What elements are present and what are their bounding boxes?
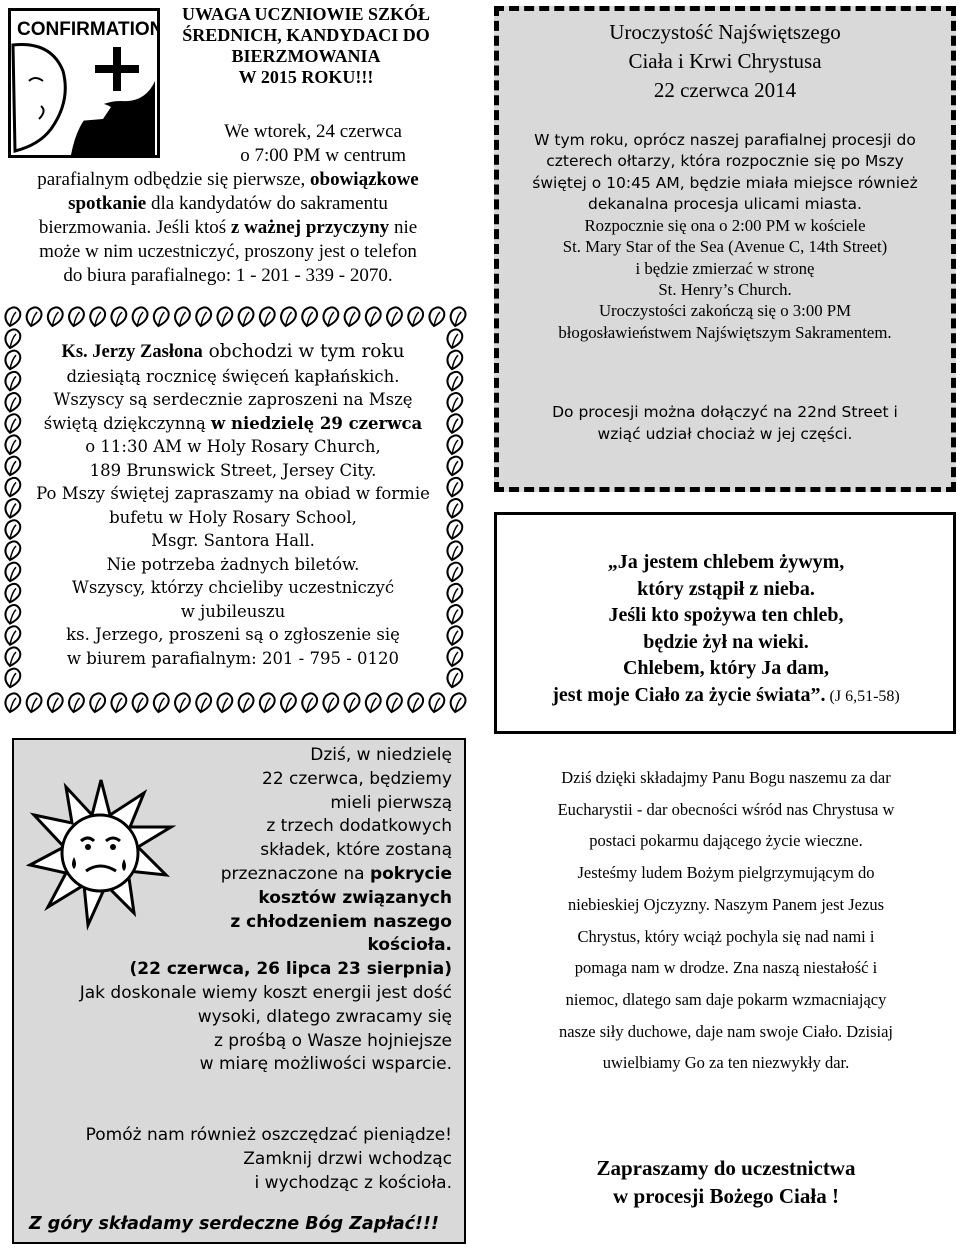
jubilee-line: 189 Brunswick Street, Jersey City. <box>89 460 377 480</box>
leaf-icon <box>5 499 20 518</box>
collection-line: z prośbą o Wasze hojniejsze <box>213 1030 452 1051</box>
leaf-icon <box>447 393 462 412</box>
quote-reference: (J 6,51-58) <box>825 687 900 705</box>
leaf-icon <box>447 435 462 454</box>
collection-line: w miarę możliwości wsparcie. <box>199 1054 452 1075</box>
priest-name: Ks. Jerzy Zasłona <box>61 342 203 362</box>
body-line: We wtorek, 24 czerwca <box>224 121 402 142</box>
jubilee-line: Msgr. Santora Hall. <box>151 531 315 550</box>
jubilee-line: w biurem parafialnym: 201 - 795 - 0120 <box>66 648 400 668</box>
leaf-icon <box>5 351 20 370</box>
body-line <box>14 168 442 192</box>
collection-line: Pomóż nam również oszczędzać pieniądze! <box>85 1125 452 1145</box>
jubilee-line: w jubileuszu <box>180 601 286 621</box>
body-line: Uroczystości zakończą się o 3:00 PM <box>598 301 852 321</box>
collection-announcement <box>20 744 452 1077</box>
leaf-icon <box>323 693 338 712</box>
body-line: i będzie zmierzać w stronę <box>635 258 815 278</box>
body-line: Rozpocznie się ona o 2:00 PM w kościele <box>584 216 866 236</box>
leaf-icon <box>387 307 402 326</box>
leaf-icon <box>196 693 211 712</box>
body-line <box>14 216 442 240</box>
text-fragment: bierzmowania. Jeśli ktoś <box>38 217 231 238</box>
leaf-icon <box>5 584 20 603</box>
leaf-icon <box>447 372 462 391</box>
leaf-icon <box>27 693 42 712</box>
jubilee-announcement <box>26 340 440 670</box>
jubilee-line: bufetu w Holy Rosary School, <box>109 507 357 527</box>
collection-energy-note <box>20 1124 452 1195</box>
leaf-icon <box>69 693 84 712</box>
note-line: wziąć udział chociaż w jej części. <box>597 424 853 443</box>
leaf-icon <box>5 435 20 454</box>
heading-line: W 2015 ROKU!!! <box>238 67 374 87</box>
reflection-line: postaci pokarmu dającego życie wieczne. <box>589 831 863 851</box>
jubilee-line: Wszyscy, którzy chcieliby uczestniczyć <box>71 578 395 597</box>
collection-line: 22 czerwca, będziemy <box>262 768 452 789</box>
leaf-icon <box>5 372 20 391</box>
leaf-icon <box>69 307 84 326</box>
leaf-icon <box>48 307 63 326</box>
collection-line: kościoła. <box>367 935 452 956</box>
body-line: świętej o 10:45 AM, będzie miała miejsce również <box>532 173 918 192</box>
leaf-icon <box>408 693 423 712</box>
leaf-icon <box>429 693 444 712</box>
reflection-line: Chrystus, który wciąż pochyla się nad nami i <box>577 926 875 946</box>
collection-line: mieli pierwszą <box>330 792 452 813</box>
collection-line: wysoki, dlatego zwracamy się <box>197 1006 452 1027</box>
body-line: dekanalna procesja ulicami miasta. <box>588 194 862 213</box>
reflection-line: Jesteśmy ludem Bożym pielgrzymującym do <box>577 863 875 883</box>
scripture-quote <box>500 549 952 710</box>
leaf-icon <box>5 329 20 348</box>
collection-line: Dziś, w niedzielę <box>310 745 452 765</box>
leaf-icon <box>366 307 381 326</box>
leaf-icon <box>133 693 148 712</box>
text-fragment: dla kandydatów do sakramentu <box>146 193 388 214</box>
jubilee-line <box>26 412 440 436</box>
note-line: Do procesji można dołączyć na 22nd Street i <box>552 403 898 421</box>
bold-fragment: w niedzielę 29 czerwca <box>211 413 423 433</box>
text-fragment: przeznaczone na <box>220 863 370 884</box>
collection-line: składek, które zostaną <box>260 840 452 861</box>
leaf-icon <box>5 626 20 645</box>
leaf-icon <box>345 693 360 712</box>
bold-fragment: obowiązkowe <box>310 169 419 190</box>
leaf-icon <box>447 605 462 624</box>
invite-line: w procesji Bożego Ciała ! <box>613 1184 839 1208</box>
leaf-icon <box>451 307 466 326</box>
text-fragment: obchodzi w tym roku <box>202 341 405 362</box>
bold-fragment: z ważnej przyczyny <box>230 217 390 238</box>
corpus-christi-note <box>510 402 940 445</box>
quote-line: Chlebem, który Ja dam, <box>622 657 830 679</box>
leaf-icon <box>447 541 462 560</box>
leaf-icon <box>345 307 360 326</box>
leaf-icon <box>5 414 20 433</box>
leaf-icon <box>260 307 275 326</box>
leaf-icon <box>90 693 105 712</box>
body-line: St. Henry’s Church. <box>658 280 792 300</box>
leaf-icon <box>260 693 275 712</box>
leaf-icon <box>281 693 296 712</box>
body-line: do biura parafialnego: 1 - 201 - 339 - 2070. <box>63 265 393 286</box>
collection-line: Zamknij drzwi wchodząc <box>243 1148 452 1169</box>
leaf-icon <box>447 647 462 666</box>
leaf-icon <box>447 584 462 603</box>
leaf-icon <box>133 307 148 326</box>
leaf-icon <box>5 605 20 624</box>
leaf-icon <box>5 693 20 712</box>
leaf-icon <box>5 393 20 412</box>
collection-line: Jak doskonale wiemy koszt energii jest dość <box>79 982 452 1003</box>
leaf-icon <box>154 693 169 712</box>
heading-line: BIERZMOWANIA <box>231 46 381 66</box>
leaf-icon <box>447 499 462 518</box>
collection-thanks: Z góry składamy serdeczne Bóg Zapłać!!! <box>29 1214 439 1234</box>
body-line: W tym roku, oprócz naszej parafialnej procesji do <box>534 131 916 149</box>
leaf-icon <box>451 693 466 712</box>
reflection-line: nasze siły duchowe, daje nam swoje Ciało. Dzisiaj <box>558 1021 894 1041</box>
collection-line: kosztów związanych <box>258 887 452 908</box>
leaf-icon <box>447 414 462 433</box>
heading-line: UWAGA UCZNIOWIE SZKÓŁ <box>181 4 431 24</box>
jubilee-line: Nie potrzeba żadnych biletów. <box>106 554 360 574</box>
leaf-icon <box>447 457 462 476</box>
leaf-icon <box>281 307 296 326</box>
body-line <box>14 192 442 216</box>
leaf-icon <box>5 457 20 476</box>
leaf-icon <box>447 563 462 582</box>
leaf-icon <box>387 693 402 712</box>
collection-line: z trzech dodatkowych <box>266 816 452 837</box>
jubilee-line: ks. Jerzego, proszeni są o zgłoszenie się <box>66 625 400 644</box>
text-fragment: nie <box>389 217 418 238</box>
corpus-christi-body <box>502 130 948 343</box>
body-line: o 7:00 PM w centrum <box>240 145 406 166</box>
leaf-icon <box>302 693 317 712</box>
confirmation-heading <box>170 4 442 88</box>
leaf-icon <box>239 693 254 712</box>
leaf-icon <box>175 693 190 712</box>
quote-line: który zstąpił z nieba. <box>637 577 815 600</box>
invite-line: Zapraszamy do uczestnictwa <box>596 1156 856 1180</box>
leaf-icon <box>408 307 423 326</box>
body-line: czterech ołtarzy, która rozpocznie się po Mszy <box>546 152 904 171</box>
confirmation-announcement <box>14 120 442 288</box>
title-line: Uroczystość Najświętszego <box>609 20 841 44</box>
quote-line <box>500 682 952 711</box>
leaf-icon <box>447 626 462 645</box>
leaf-icon <box>5 541 20 560</box>
leaf-icon <box>196 307 211 326</box>
body-line: St. Mary Star of the Sea (Avenue C, 14th Street) <box>562 237 888 257</box>
reflection-line: uwielbiamy Go za ten niezwykły dar. <box>602 1053 850 1073</box>
body-line: może w nim uczestniczyć, proszony jest o telefon <box>39 241 417 262</box>
leaf-icon <box>447 478 462 497</box>
reflection-line: Dziś dzięki składajmy Panu Bogu naszemu za dar <box>561 768 891 787</box>
leaf-icon <box>239 307 254 326</box>
collection-line <box>20 863 452 887</box>
leaf-icon <box>323 307 338 326</box>
leaf-icon <box>429 307 444 326</box>
leaf-icon <box>111 693 126 712</box>
collection-line: (22 czerwca, 26 lipca 23 sierpnia) <box>129 959 452 980</box>
corpus-christi-title <box>500 18 950 105</box>
leaf-icon <box>217 307 232 326</box>
leaf-icon <box>366 693 381 712</box>
leaf-icon <box>447 669 462 688</box>
leaf-icon <box>447 329 462 348</box>
title-line: 22 czerwca 2014 <box>653 78 797 102</box>
jubilee-line <box>26 340 440 365</box>
reflection-line: Eucharystii - dar obecności wśród nas Chrystusa w <box>557 799 895 819</box>
reflection-line: niebieskiej Ojczyzny. Naszym Panem jest Jezus <box>567 894 884 914</box>
leaf-icon <box>175 307 190 326</box>
leaf-icon <box>447 520 462 539</box>
eucharist-reflection <box>498 762 954 1079</box>
leaf-icon <box>111 307 126 326</box>
leaf-icon <box>302 307 317 326</box>
leaf-icon <box>5 563 20 582</box>
quote-line: Jeśli kto spożywa ten chleb, <box>608 604 844 626</box>
leaf-icon <box>447 351 462 370</box>
body-line: błogosławieństwem Najświętszym Sakramentem. <box>558 322 892 342</box>
jubilee-line: dziesiątą rocznicę święceń kapłańskich. <box>66 366 400 386</box>
reflection-line: pomaga nam w drodze. Zna naszą niestałość i <box>574 958 878 978</box>
leaf-icon <box>5 307 20 326</box>
leaf-icon <box>5 669 20 688</box>
logo-text: CONFIRMATION <box>17 19 157 40</box>
collection-line: z chłodzeniem naszego <box>230 911 452 932</box>
text-fragment: parafialnym odbędzie się pierwsze, <box>37 169 310 190</box>
leaf-icon <box>5 647 20 666</box>
quote-line: „Ja jestem chlebem żywym, <box>607 551 845 573</box>
leaf-icon <box>27 307 42 326</box>
bold-fragment: pokrycie <box>369 863 452 884</box>
jubilee-line: Wszyscy są serdecznie zaproszeni na Mszę <box>53 390 413 409</box>
leaf-icon <box>217 693 232 712</box>
leaf-icon <box>5 520 20 539</box>
text-fragment: świętą dziękczynną <box>43 413 212 433</box>
leaf-icon <box>90 307 105 326</box>
quote-last: jest moje Ciało za życie świata”. <box>552 683 826 706</box>
jubilee-line: o 11:30 AM w Holy Rosary Church, <box>85 437 381 456</box>
leaf-icon <box>5 478 20 497</box>
leaf-icon <box>154 307 169 326</box>
collection-line: i wychodząc z kościoła. <box>254 1172 452 1193</box>
jubilee-line: Po Mszy świętej zapraszamy na obiad w formie <box>36 484 430 503</box>
leaf-icon <box>48 693 63 712</box>
title-line: Ciała i Krwi Chrystusa <box>628 49 822 73</box>
bold-fragment: spotkanie <box>68 193 147 214</box>
procession-invitation <box>498 1154 954 1210</box>
heading-line: ŚREDNICH, KANDYDACI DO <box>182 25 430 45</box>
quote-line: będzie żył na wieki. <box>643 630 809 653</box>
reflection-line: niemoc, dlatego sam daje pokarm wzmacniający <box>565 989 887 1009</box>
